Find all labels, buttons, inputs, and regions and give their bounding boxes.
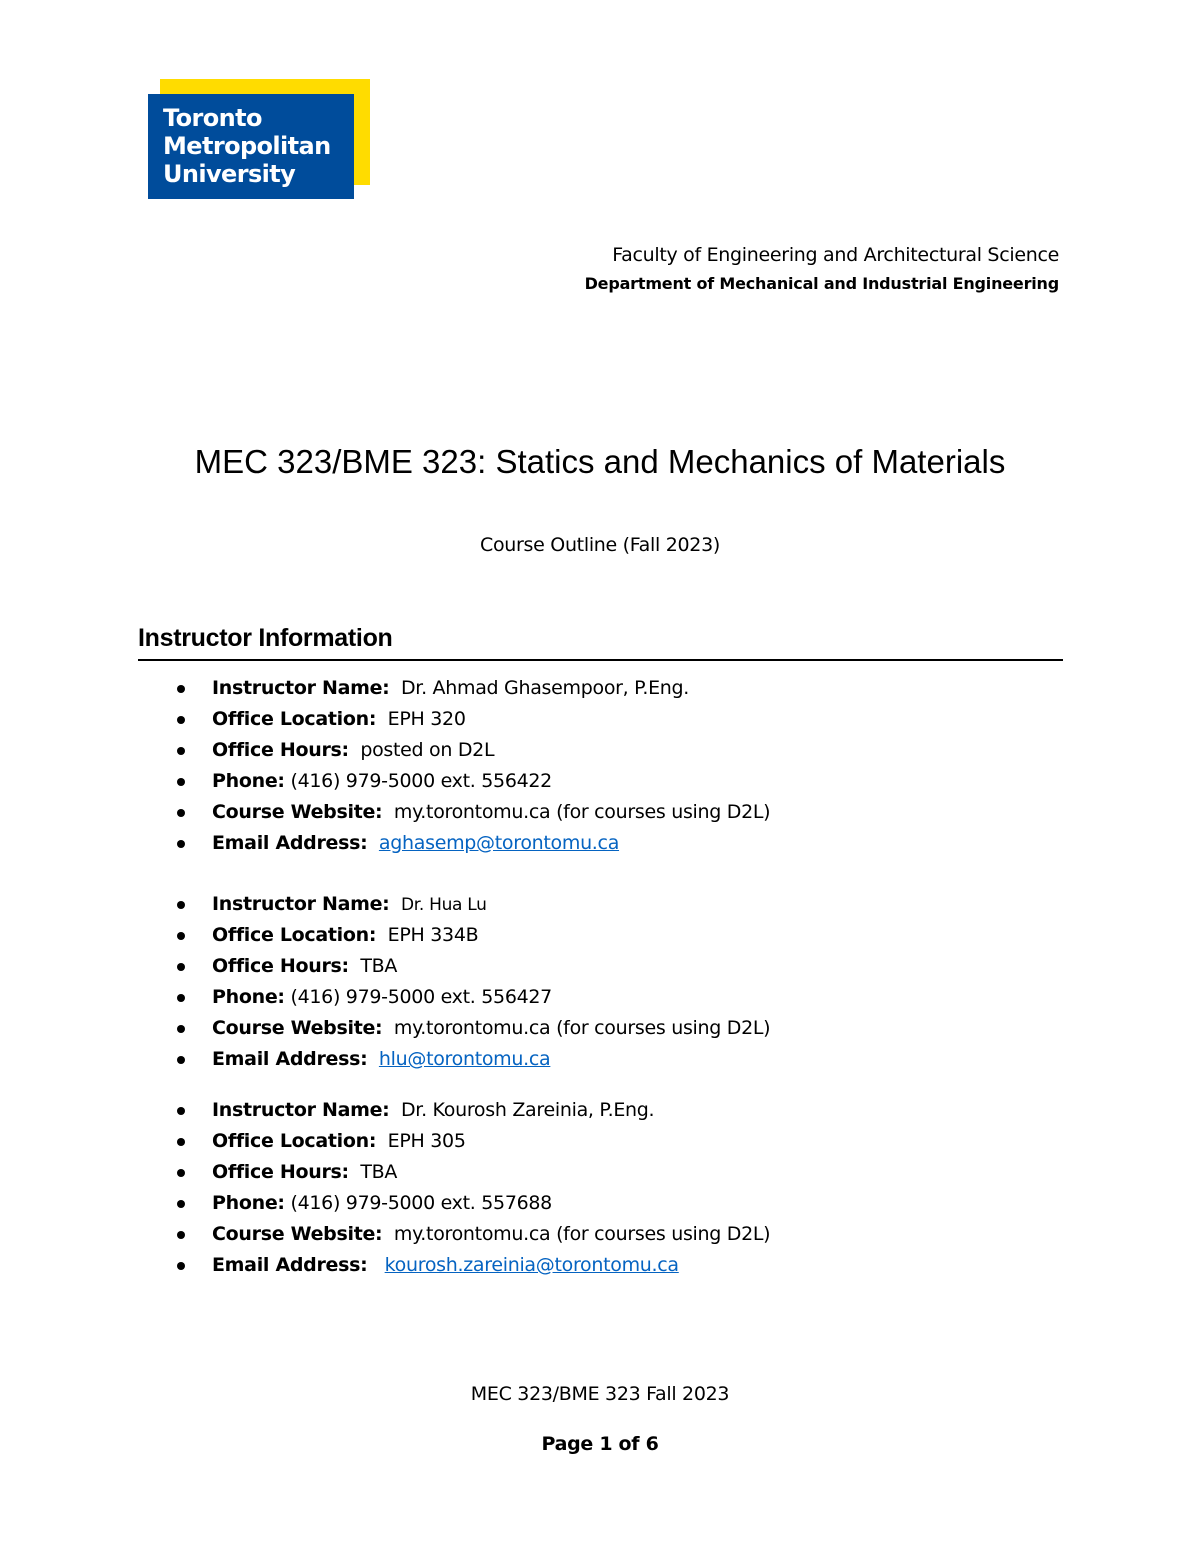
- university-logo: [148, 79, 370, 199]
- email-link[interactable]: hlu@torontomu.ca: [378, 1048, 551, 1070]
- field-label: Office Location:: [212, 708, 377, 730]
- course-website: my.torontomu.ca (for courses using D2L): [393, 801, 771, 823]
- course-title: MEC 323/BME 323: Statics and Mechanics of Materials: [194, 443, 1006, 480]
- field-label: Office Location:: [212, 1130, 377, 1152]
- bullet-icon: [177, 778, 185, 786]
- list-item: [0, 704, 770, 735]
- field-label: Email Address:: [212, 1254, 368, 1276]
- field-label: Course Website:: [212, 1223, 383, 1245]
- bullet-icon: [177, 1231, 185, 1239]
- bullet-icon: [177, 685, 185, 693]
- list-item: [0, 1219, 770, 1250]
- office-hours: TBA: [360, 1161, 398, 1183]
- field-label: Office Hours:: [212, 1161, 349, 1183]
- list-item: [0, 982, 770, 1013]
- office-location: EPH 334B: [387, 924, 479, 946]
- instructor-block-2: [0, 889, 770, 1075]
- list-item: [0, 1157, 770, 1188]
- email-link[interactable]: aghasemp@torontomu.ca: [378, 832, 620, 854]
- instructor-name: Dr. Hua Lu: [400, 895, 487, 915]
- office-hours: posted on D2L: [360, 739, 495, 761]
- bullet-icon: [177, 1169, 185, 1177]
- list-item: [0, 1013, 770, 1044]
- list-item: [0, 673, 770, 704]
- instructor-block-1: [0, 673, 770, 859]
- field-label: Email Address:: [212, 1048, 368, 1070]
- course-website: my.torontomu.ca (for courses using D2L): [393, 1223, 771, 1245]
- instructor-name: Dr. Ahmad Ghasempoor, P.Eng.: [400, 677, 690, 699]
- office-hours: TBA: [360, 955, 398, 977]
- field-label: Course Website:: [212, 801, 383, 823]
- list-item: [0, 1044, 770, 1075]
- course-website: my.torontomu.ca (for courses using D2L): [393, 1017, 771, 1039]
- section-heading: Instructor Information: [138, 624, 1063, 661]
- footer-course: MEC 323/BME 323 Fall 2023: [470, 1383, 730, 1405]
- logo-line-2: Metropolitan: [163, 132, 331, 160]
- field-label: Office Location:: [212, 924, 377, 946]
- bullet-icon: [177, 901, 185, 909]
- field-label: Office Hours:: [212, 955, 349, 977]
- field-label: Phone:: [212, 770, 285, 792]
- field-label: Instructor Name:: [212, 893, 390, 915]
- logo-line-1: Toronto: [163, 104, 262, 132]
- list-item: [0, 889, 770, 920]
- list-item: [0, 766, 770, 797]
- phone-number: (416) 979-5000 ext. 556427: [290, 986, 552, 1008]
- list-item: [0, 797, 770, 828]
- bullet-icon: [177, 1025, 185, 1033]
- field-label: Course Website:: [212, 1017, 383, 1039]
- list-item: [0, 951, 770, 982]
- office-location: EPH 305: [387, 1130, 466, 1152]
- office-location: EPH 320: [387, 708, 466, 730]
- logo-line-3: University: [163, 160, 296, 188]
- bullet-icon: [177, 747, 185, 755]
- faculty-name: Faculty of Engineering and Architectural Science: [612, 244, 1059, 266]
- course-subtitle: Course Outline (Fall 2023): [480, 534, 720, 556]
- bullet-icon: [177, 840, 185, 848]
- list-item: [0, 735, 770, 766]
- list-item: [0, 920, 770, 951]
- instructor-block-3: [0, 1095, 770, 1281]
- bullet-icon: [177, 994, 185, 1002]
- bullet-icon: [177, 809, 185, 817]
- list-item: [0, 1188, 770, 1219]
- bullet-icon: [177, 1200, 185, 1208]
- field-label: Phone:: [212, 1192, 285, 1214]
- department-name: Department of Mechanical and Industrial Engineering: [584, 274, 1059, 293]
- bullet-icon: [177, 1138, 185, 1146]
- bullet-icon: [177, 1262, 185, 1270]
- field-label: Email Address:: [212, 832, 368, 854]
- logo-blue-block: [148, 94, 354, 199]
- field-label: Phone:: [212, 986, 285, 1008]
- email-link[interactable]: kourosh.zareinia@torontomu.ca: [384, 1254, 679, 1276]
- list-item: [0, 1095, 770, 1126]
- page-number: Page 1 of 6: [541, 1433, 659, 1455]
- bullet-icon: [177, 1107, 185, 1115]
- field-label: Instructor Name:: [212, 1099, 390, 1121]
- field-label: Office Hours:: [212, 739, 349, 761]
- bullet-icon: [177, 963, 185, 971]
- list-item: [0, 1126, 770, 1157]
- phone-number: (416) 979-5000 ext. 557688: [290, 1192, 552, 1214]
- bullet-icon: [177, 1056, 185, 1064]
- bullet-icon: [177, 932, 185, 940]
- list-item: [0, 828, 770, 859]
- instructor-name: Dr. Kourosh Zareinia, P.Eng.: [400, 1099, 655, 1121]
- list-item: [0, 1250, 770, 1281]
- field-label: Instructor Name:: [212, 677, 390, 699]
- bullet-icon: [177, 716, 185, 724]
- phone-number: (416) 979-5000 ext. 556422: [290, 770, 552, 792]
